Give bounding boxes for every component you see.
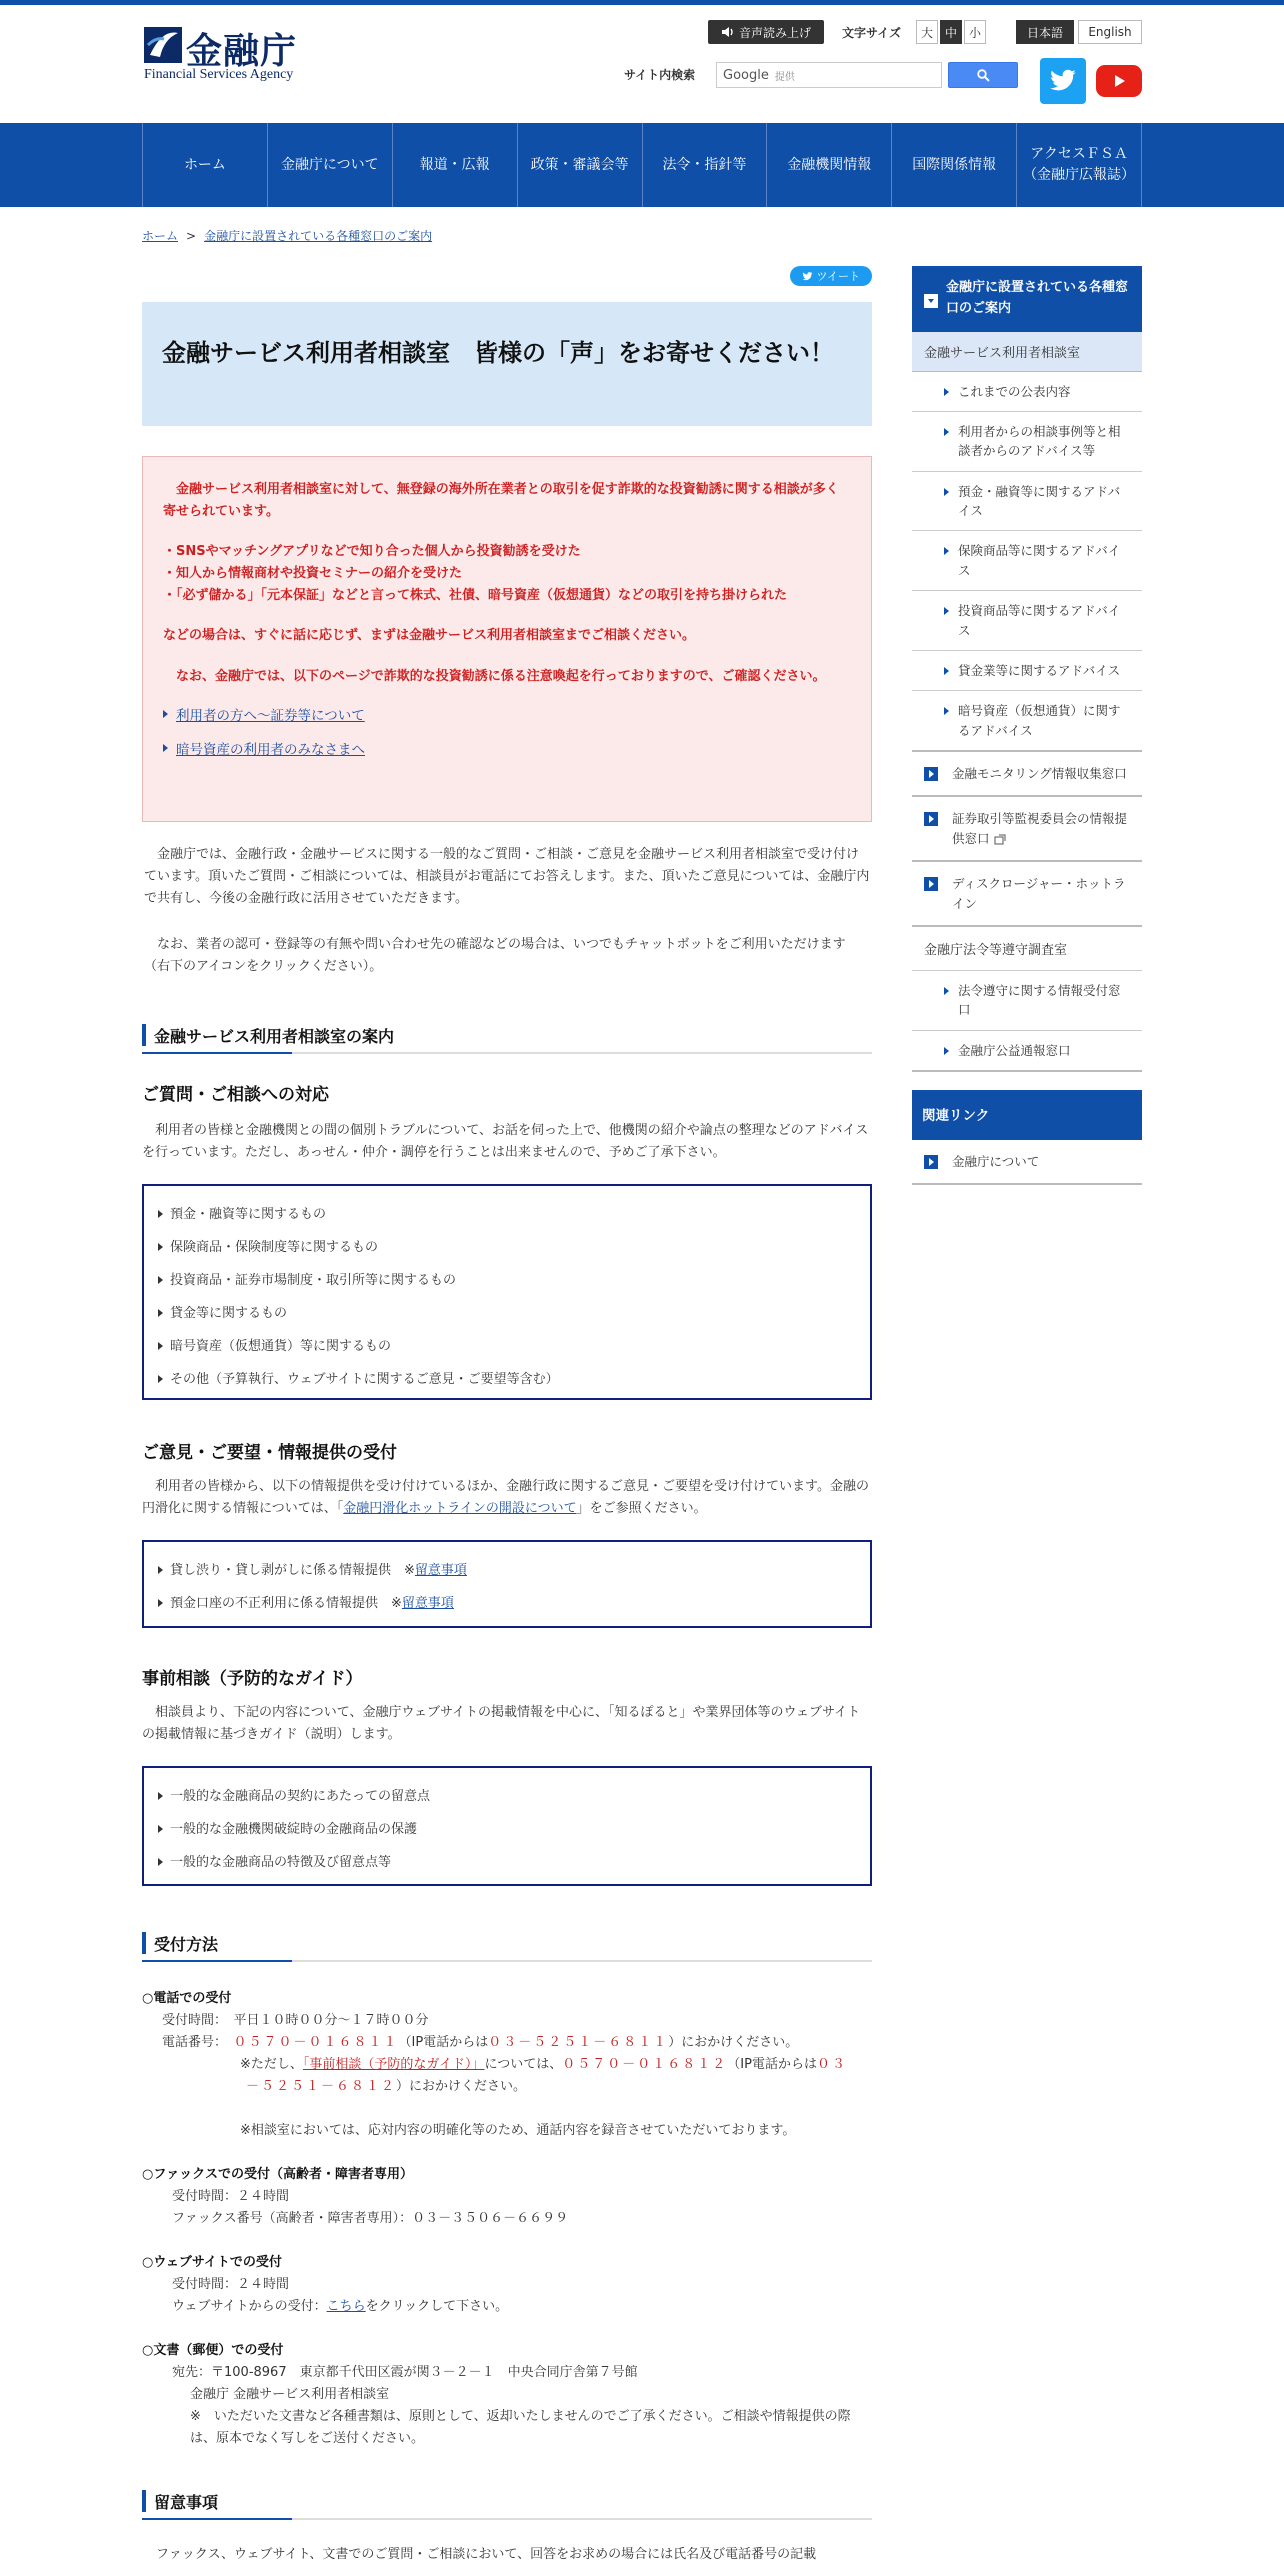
- notice-paragraph-2: などの場合は、すぐに話に応じず、まずは金融サービス利用者相談室までご相談ください。: [163, 628, 695, 644]
- sidebar-item-insurance-advice[interactable]: 保険商品等に関するアドバイス: [912, 531, 1142, 591]
- phone-note-a: ※ただし、: [240, 2057, 303, 2073]
- mail-note: ※ いただいた文書など各種書類は、原則として、返却いたしませんのでご了承ください。ご相談や情報提供の際は、原本でなく写しをご送付ください。: [190, 2409, 851, 2447]
- phone-note-b: については、: [484, 2057, 563, 2073]
- fax-heading: ○ファックスでの受付（高齢者・障害者専用）: [142, 2167, 413, 2182]
- related-link-about[interactable]: [912, 1140, 1142, 1185]
- notice-bullet-3: ・「必ず儲かる」「元本保証」などと言って株式、社債、暗号資産（仮想通貨）などの取引を持ち掛けられた: [163, 588, 788, 604]
- questions-list: [142, 1184, 872, 1400]
- web-line: [142, 2296, 508, 2318]
- web-form-link[interactable]: こちら: [326, 2299, 366, 2315]
- list-item: 一般的な金融商品の契約にあたっての留意点: [156, 1780, 858, 1813]
- phone-note-d: ）におかけください。: [396, 2079, 527, 2095]
- phone-number: ０５７０－０１６８１１: [233, 2035, 399, 2051]
- sidebar-item-consultation-office[interactable]: 金融サービス利用者相談室: [912, 332, 1142, 372]
- phone-ip-a: （IP電話からは: [398, 2035, 489, 2051]
- questions-text: 利用者の皆様と金融機関との間の個別トラブルについて、お話を伺った上で、他機関の紹介や論点の整理などのアドバイスを行っています。ただし、あっせん・仲介・調停を行うことは出来ませんので、予めご了承下さい。: [142, 1123, 869, 1161]
- tweet-button[interactable]: [790, 266, 872, 286]
- mail-heading: ○文書（郵便）での受付: [142, 2343, 284, 2358]
- phone-note-c: （IP電話からは: [727, 2057, 817, 2073]
- search-button[interactable]: [948, 62, 1018, 88]
- youtube-icon[interactable]: [1096, 65, 1142, 97]
- fraud-warning-notice: [142, 456, 872, 822]
- opinions-text: [142, 1476, 872, 1520]
- list-item: 暗号資産（仮想通貨）等に関するもの: [156, 1330, 858, 1363]
- sidebar-item-whistleblower[interactable]: 金融庁公益通報窓口: [912, 1031, 1142, 1072]
- list-item: 一般的な金融商品の特徴及び留意点等: [156, 1846, 858, 1879]
- global-navigation: [0, 123, 1284, 207]
- gnav-laws[interactable]: 法令・指針等: [643, 123, 768, 207]
- phone-note-ip-b: －５２５１－６８１２: [246, 2079, 397, 2095]
- external-link-icon: [994, 834, 1006, 845]
- fsa-logo-mark-icon: [142, 25, 184, 65]
- notice-bullet-2: ・知人から情報商材や投資セミナーの紹介を受けた: [163, 566, 463, 582]
- notice-link-securities[interactable]: [163, 704, 851, 724]
- voice-read-label: 音声読み上げ: [738, 25, 811, 40]
- hotline-link[interactable]: 金融円滑化ホットラインの開設について: [343, 1501, 577, 1517]
- sidebar-item-investment-advice[interactable]: 投資商品等に関するアドバイス: [912, 591, 1142, 651]
- arrow-box-icon: [924, 877, 938, 891]
- related-links-heading: 関連リンク: [912, 1090, 1142, 1140]
- sidebar-item-compliance-window[interactable]: 法令遵守に関する情報受付窓口: [912, 971, 1142, 1031]
- preventive-text: 相談員より、下記の内容について、金融庁ウェブサイトの掲載情報を中心に、「知るぽると」や業界団体等のウェブサイトの掲載情報に基づきガイド（説明）します。: [142, 1705, 861, 1743]
- arrow-box-icon: [924, 767, 938, 781]
- site-header: [142, 5, 1142, 123]
- questions-heading: ご質問・ご相談への対応: [142, 1085, 329, 1105]
- gnav-about[interactable]: 金融庁について: [268, 123, 393, 207]
- mail-recipient: 金融庁 金融サービス利用者相談室: [190, 2387, 390, 2403]
- list-item: 一般的な金融機関破綻時の金融商品の保護: [156, 1813, 858, 1846]
- font-size-medium-button[interactable]: 中: [940, 20, 962, 44]
- lang-japanese-button[interactable]: 日本語: [1016, 20, 1074, 44]
- sidebar: [912, 266, 1142, 1185]
- list-item: 保険商品・保険制度等に関するもの: [156, 1231, 858, 1264]
- phone-number-line: [142, 2032, 872, 2054]
- opinions-list: [142, 1540, 872, 1628]
- lang-english-button[interactable]: English: [1078, 20, 1142, 44]
- sidebar-item-moneylending-advice[interactable]: 貸金業等に関するアドバイス: [912, 651, 1142, 691]
- sidebar-item-sesc[interactable]: [912, 797, 1142, 862]
- phone-heading: ○電話での受付: [142, 1991, 232, 2006]
- caution-first-item: ファックス、ウェブサイト、文書でのご質問・ご相談において、回答をお求めの場合には氏名及び電話番号の記載: [156, 2547, 817, 2562]
- logo-subtitle: Financial Services Agency: [144, 67, 294, 82]
- sidebar-item-label: 証券取引等監視委員会の情報提供窓口: [952, 811, 1128, 846]
- tweet-label: ツイート: [816, 270, 860, 283]
- opinions-text-a: 利用者の皆様から、以下の情報提供を受け付けているほか、金融行政に関するご意見・ご要望を受け付けています。金融の円滑化に関する情報については、「: [142, 1479, 869, 1517]
- notice-link-crypto[interactable]: [163, 738, 851, 758]
- font-size-label: 文字サイズ: [842, 26, 902, 40]
- list-item: 貸金等に関するもの: [156, 1297, 858, 1330]
- web-hours: 受付時間：２４時間: [172, 2277, 290, 2293]
- sidebar-item-deposit-advice[interactable]: 預金・融資等に関するアドバイス: [912, 472, 1142, 532]
- gnav-international[interactable]: 国際関係情報: [892, 123, 1017, 207]
- site-search-label: サイト内検索: [624, 68, 696, 82]
- web-reception: [142, 2252, 508, 2318]
- arrow-box-icon: [924, 1155, 938, 1169]
- web-line-a: ウェブサイトからの受付：: [172, 2299, 327, 2315]
- font-size-large-button[interactable]: 大: [916, 20, 938, 44]
- sidebar-item-published[interactable]: これまでの公表内容: [912, 372, 1142, 412]
- caution-link[interactable]: 留意事項: [401, 1596, 454, 1611]
- list-item: 投資商品・証券市場制度・取引所等に関するもの: [156, 1264, 858, 1297]
- caution-heading: 留意事項: [142, 2484, 872, 2520]
- list-item-text: 預金口座の不正利用に係る情報提供 ※: [170, 1596, 402, 1611]
- gnav-institutions[interactable]: 金融機関情報: [767, 123, 892, 207]
- sidebar-item-disclosure[interactable]: [912, 862, 1142, 927]
- search-input[interactable]: [716, 62, 942, 88]
- search-placeholder: Google: [723, 67, 769, 83]
- preventive-guide-link[interactable]: 「事前相談（予防的なガイド）」: [302, 2057, 485, 2073]
- notice-paragraph-3: なお、金融庁では、以下のページで詐欺的な投資勧誘に係る注意喚起を行っておりますので、ご確認ください。: [163, 668, 826, 684]
- related-link-label: 金融庁について: [952, 1154, 1040, 1170]
- phone-recording-note: ※相談室においては、応対内容の明確化等のため、通話内容を録音させていただいております。: [240, 2123, 796, 2139]
- notice-link-crypto-text[interactable]: 暗号資産の利用者のみなさまへ: [176, 741, 365, 758]
- gnav-access-fsa[interactable]: アクセスＦＳＡ （金融庁広報誌）: [1017, 123, 1142, 207]
- breadcrumb: [142, 227, 1142, 247]
- phone-note-number: ０５７０－０１６８１２: [562, 2057, 728, 2073]
- phone-ip-number: ０３－５２５１－６８１１: [488, 2035, 669, 2051]
- list-item: [156, 1554, 858, 1587]
- sidebar-item-crypto-advice[interactable]: 暗号資産（仮想通貨）に関するアドバイス: [912, 691, 1142, 752]
- sidebar-item-monitoring[interactable]: [912, 752, 1142, 797]
- font-size-small-button[interactable]: 小: [964, 20, 986, 44]
- mail-address: 宛先：〒100-8967 東京都千代田区霞が関３－２－１ 中央合同庁舎第７号館: [172, 2365, 638, 2381]
- web-line-b: をクリックして下さい。: [365, 2299, 509, 2315]
- fax-hours: 受付時間：２４時間: [172, 2189, 290, 2205]
- sidebar-item-label: 金融モニタリング情報収集窓口: [952, 766, 1127, 782]
- gnav-home[interactable]: ホーム: [143, 123, 268, 207]
- preventive-heading: 事前相談（予防的なガイド）: [142, 1669, 363, 1689]
- site-logo[interactable]: [142, 23, 312, 85]
- list-item: [156, 1587, 858, 1620]
- page-title: 金融サービス利用者相談室 皆様の「声」をお寄せください！: [142, 302, 872, 426]
- sidebar-item-compliance-office[interactable]: 金融庁法令等遵守調査室: [912, 927, 1142, 971]
- sidebar-heading[interactable]: [912, 266, 1142, 332]
- web-heading: ○ウェブサイトでの受付: [142, 2255, 282, 2270]
- list-item: その他（予算執行、ウェブサイトに関するご意見・ご要望等含む）: [156, 1363, 858, 1396]
- search-icon: [977, 69, 990, 82]
- phone-reception: [142, 1988, 872, 2143]
- breadcrumb-separator: >: [186, 229, 197, 243]
- sidebar-heading-label: 金融庁に設置されている各種窓口のご案内: [946, 280, 1129, 316]
- arrow-box-icon: [924, 812, 938, 826]
- fax-reception: [142, 2164, 568, 2230]
- mail-reception: [142, 2340, 872, 2450]
- preventive-list: [142, 1766, 872, 1886]
- phone-note: [142, 2054, 872, 2098]
- phone-ip-b: ）におかけください。: [668, 2035, 799, 2051]
- intro-paragraph-1: 金融庁では、金融行政・金融サービスに関する一般的なご質問・ご相談・ご意見を金融サービス利用者相談室で受け付けています。頂いたご質問・ご相談については、相談員がお電話にてお答えします。また、頂いたご意見については、金融庁内で共有し、今後の金融行政に活用させていただきます。: [144, 847, 870, 907]
- fax-number: ファックス番号（高齢者・障害者専用）：０３－３５０６－６６９９: [172, 2211, 569, 2227]
- notice-paragraph-1: 金融サービス利用者相談室に対して、無登録の海外所在業者との取引を促す詐欺的な投資勧誘に関する相談が多く寄せられています。: [163, 482, 839, 520]
- notice-link-securities-text[interactable]: 利用者の方へ～証券等について: [176, 707, 365, 724]
- minus-icon: [924, 294, 938, 308]
- speaker-icon: [721, 26, 735, 38]
- list-item: 預金・融資等に関するもの: [156, 1198, 858, 1231]
- sidebar-item-label: ディスクロージャー・ホットライン: [952, 876, 1126, 911]
- twitter-bird-icon: [802, 272, 813, 281]
- breadcrumb-current[interactable]: 金融庁に設置されている各種窓口のご案内: [204, 229, 433, 243]
- gnav-press[interactable]: 報道・広報: [393, 123, 518, 207]
- phone-hours: 受付時間： 平日１０時００分～１７時００分: [162, 2013, 429, 2029]
- phone-label: 電話番号：: [162, 2035, 221, 2051]
- breadcrumb-home[interactable]: ホーム: [142, 229, 179, 243]
- arrow-right-icon: [163, 744, 168, 752]
- section-guide-heading: 金融サービス利用者相談室の案内: [142, 1018, 872, 1054]
- gnav-policy[interactable]: 政策・審議会等: [518, 123, 643, 207]
- opinions-heading: ご意見・ご要望・情報提供の受付: [142, 1443, 397, 1463]
- notice-bullet-1: ・SNSやマッチングアプリなどで知り合った個人から投資勧誘を受けた: [163, 544, 581, 560]
- logo-text: 金融庁: [186, 30, 298, 72]
- arrow-right-icon: [163, 710, 168, 718]
- opinions-text-b: 」をご参照ください。: [576, 1501, 707, 1517]
- list-item-text: 貸し渋り・貸し剥がしに係る情報提供 ※: [170, 1563, 415, 1578]
- sidebar-item-cases[interactable]: 利用者からの相談事例等と相談者からのアドバイス等: [912, 412, 1142, 472]
- reception-heading: 受付方法: [142, 1926, 872, 1962]
- intro-paragraph-2: なお、業者の認可・登録等の有無や問い合わせ先の確認などの場合は、いつでもチャットボットをご利用いただけます（右下のアイコンをクリックください）。: [144, 937, 846, 975]
- caution-link[interactable]: 留意事項: [414, 1563, 467, 1578]
- voice-read-button[interactable]: [708, 20, 824, 44]
- twitter-icon[interactable]: [1040, 58, 1086, 104]
- phone-note-ip-a: ０３: [816, 2057, 847, 2073]
- search-provided-label: 提供: [774, 71, 795, 83]
